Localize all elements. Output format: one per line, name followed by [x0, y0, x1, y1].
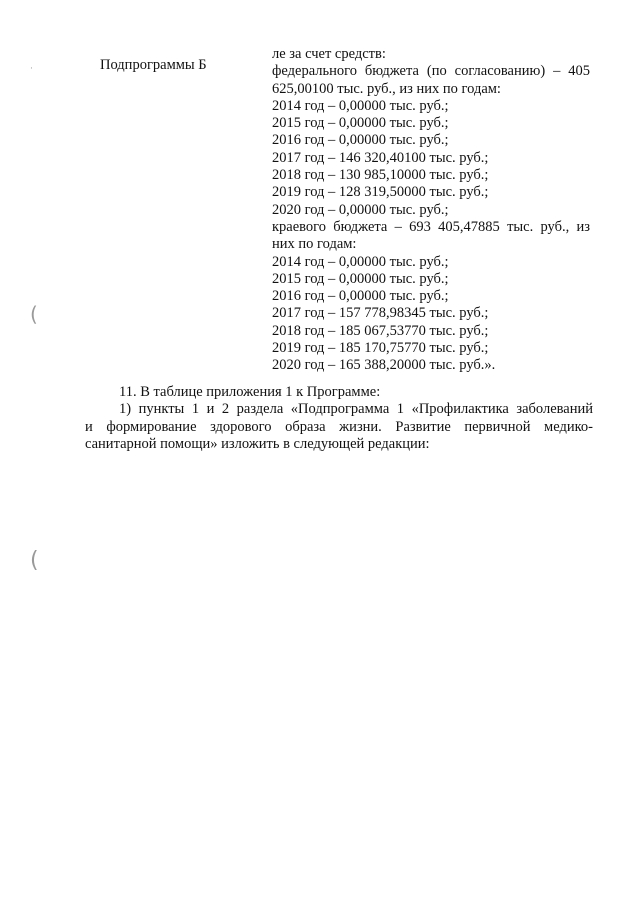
federal-year-2020: 2020 год – 0,00000 тыс. руб.; [272, 201, 449, 218]
federal-year-2018: 2018 год – 130 985,10000 тыс. руб.; [272, 167, 489, 184]
funding-intro: ле за счет средств: [272, 46, 386, 62]
federal-year-2016: 2016 год – 0,00000 тыс. руб.; [272, 132, 449, 149]
regional-year-2018: 2018 год – 185 067,53770 тыс. руб.; [272, 322, 489, 339]
regional-year-2014: 2014 год – 0,00000 тыс. руб.; [272, 253, 449, 270]
scan-speck: · [30, 64, 33, 74]
section-11-heading: 11. В таблице приложения 1 к Программе: [119, 384, 381, 400]
federal-budget-line-1: федерального бюджета (по согласованию) – 405 [272, 63, 590, 80]
regional-budget-line-2: них по годам: [272, 236, 357, 253]
funding-column [272, 46, 590, 375]
federal-year-2019: 2019 год – 128 319,50000 тыс. руб.; [272, 184, 489, 201]
federal-year-2014: 2014 год – 0,00000 тыс. руб.; [272, 97, 449, 114]
section-11-paragraph [85, 384, 593, 453]
subprogram-label: Подпрограммы Б [100, 57, 207, 73]
regional-year-2015: 2015 год – 0,00000 тыс. руб.; [272, 270, 449, 287]
federal-year-2017: 2017 год – 146 320,40100 тыс. руб.; [272, 149, 489, 166]
regional-budget-line-1: краевого бюджета – 693 405,47885 тыс. руб., из [272, 218, 590, 235]
regional-year-2020: 2020 год – 165 388,20000 тыс. руб.». [272, 357, 496, 374]
item-1-line-2: и формирование здорового образа жизни. Развитие первичной медико- [85, 418, 593, 435]
federal-budget-line-2: 625,00100 тыс. руб., из них по годам: [272, 80, 501, 97]
regional-year-2017: 2017 год – 157 778,98345 тыс. руб.; [272, 305, 489, 322]
regional-year-2019: 2019 год – 185 170,75770 тыс. руб.; [272, 340, 489, 357]
federal-year-2015: 2015 год – 0,00000 тыс. руб.; [272, 115, 449, 132]
punch-hole-mark: ( [30, 302, 38, 326]
punch-hole-mark: ( [30, 548, 39, 573]
regional-year-2016: 2016 год – 0,00000 тыс. руб.; [272, 288, 449, 305]
item-1-line-3: санитарной помощи» изложить в следующей редакции: [85, 435, 430, 452]
item-1-line-1: 1) пункты 1 и 2 раздела «Подпрограмма 1 «Профилактика заболеваний [119, 401, 593, 418]
